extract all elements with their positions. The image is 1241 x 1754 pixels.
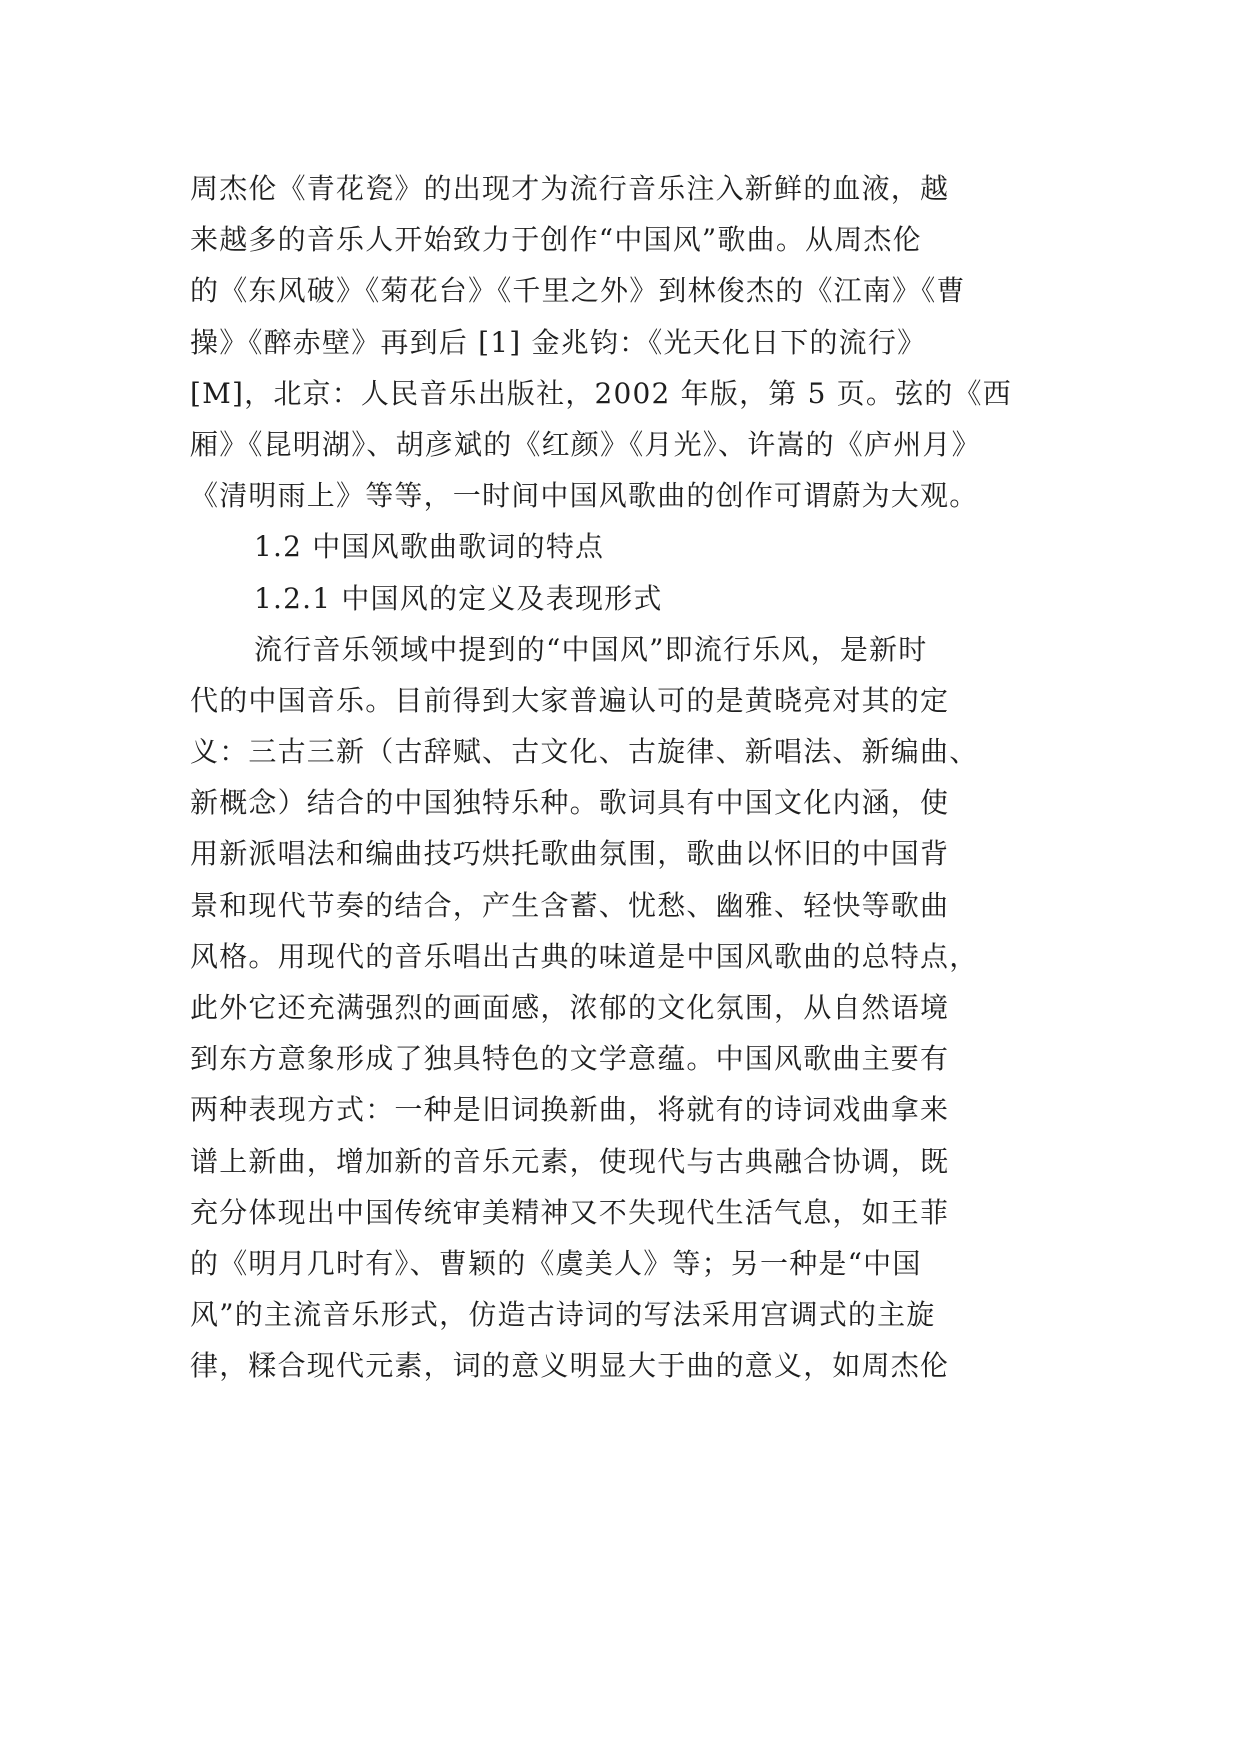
text-line: 周杰伦《青花瓷》的出现才为流行音乐注入新鲜的血液，越: [190, 172, 950, 205]
text-line-with-footnote: 操》《醉赤壁》再到后 [1] 金兆钧：《光天化日下的流行》: [190, 325, 927, 359]
text-line: 充分体现出中国传统审美精神又不失现代生活气息，如王菲: [190, 1195, 950, 1229]
text-line: 来越多的音乐人开始致力于创作“中国风”歌曲。从周杰伦: [190, 223, 922, 257]
text-line: [M]，北京：人民音乐出版社，2002 年版，第 5 页。弦的《西: [190, 376, 1012, 410]
text-line: 风格。用现代的音乐唱出古典的味道是中国风歌曲的总特点，: [190, 939, 979, 973]
text-line: 新概念）结合的中国独特乐种。歌词具有中国文化内涵，使: [190, 786, 950, 820]
text-line: 谱上新曲，增加新的音乐元素，使现代与古典融合协调，既: [190, 1144, 950, 1178]
text-line: 律，糅合现代元素，词的意义明显大于曲的意义，如周杰伦: [190, 1349, 950, 1383]
text-line: 到东方意象形成了独具特色的文学意蕴。中国风歌曲主要有: [190, 1042, 950, 1076]
text-line: 《清明雨上》等等，一时间中国风歌曲的创作可谓蔚为大观。: [190, 479, 979, 513]
text-line: 景和现代节奏的结合，产生含蓄、忧愁、幽雅、轻快等歌曲: [190, 888, 950, 922]
text-line: 用新派唱法和编曲技巧烘托歌曲氛围，歌曲以怀旧的中国背: [190, 837, 950, 871]
subsection-heading: 1.2.1 中国风的定义及表现形式: [254, 581, 663, 615]
text-line: 义：三古三新（古辞赋、古文化、古旋律、新唱法、新编曲、: [190, 735, 979, 769]
text-line: 流行音乐领域中提到的“中国风”即流行乐风，是新时: [254, 632, 928, 666]
text-line: 此外它还充满强烈的画面感，浓郁的文化氛围，从自然语境: [190, 991, 950, 1024]
text-line: 风”的主流音乐形式，仿造古诗词的写法采用宫调式的主旋: [190, 1298, 936, 1332]
paragraph: [190, 163, 1050, 521]
text-line: 厢》《昆明湖》、胡彦斌的《红颜》《月光》、许嵩的《庐州月》: [190, 427, 981, 461]
document-body: [190, 163, 1050, 1392]
text-line: 的《明月几时有》、曹颖的《虞美人》等；另一种是“中国: [190, 1246, 922, 1280]
text-line: 的《东风破》《菊花台》《千里之外》到林俊杰的《江南》《曹: [190, 274, 966, 308]
paragraph: [190, 624, 1050, 1392]
text-line: 代的中国音乐。目前得到大家普遍认可的是黄晓亮对其的定: [190, 683, 950, 717]
text-line: 两种表现方式：一种是旧词换新曲，将就有的诗词戏曲拿来: [190, 1093, 950, 1127]
section-heading: 1.2 中国风歌曲歌词的特点: [254, 530, 605, 564]
